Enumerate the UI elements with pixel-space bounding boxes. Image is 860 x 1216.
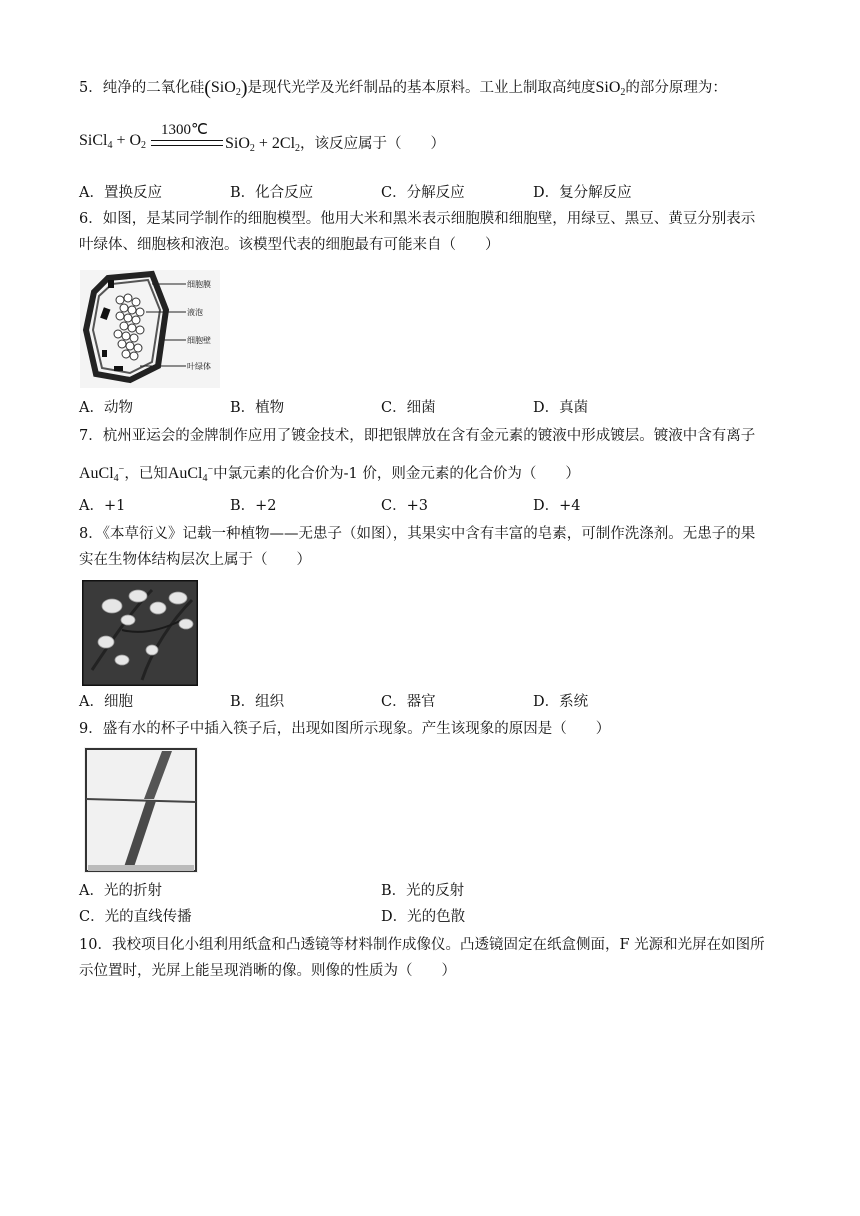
q6-option-c[interactable]: C．细菌: [381, 400, 436, 416]
q7-ion-b: AuCl$_4$−: [167, 464, 214, 484]
q6-option-b[interactable]: B．植物: [230, 400, 285, 416]
q5-text-c: 的部分原理为：: [625, 80, 727, 96]
q5-option-d[interactable]: D．复分解反应: [533, 185, 632, 201]
q7-option-d[interactable]: D．+4: [533, 498, 581, 514]
q10-line2: 示位置时，光屏上能呈现消晰的像。则像的性质为（ ）: [79, 963, 456, 979]
q7-ion: AuCl$_4$−: [79, 464, 125, 484]
q8-line1: 8．《本草衍义》记载一种植物——无患子（如图），其果实中含有丰富的皂素，可制作洗涤剂。无患子的果: [79, 526, 756, 542]
q9-option-b[interactable]: B．光的反射: [381, 883, 465, 899]
q8-option-d[interactable]: D．系统: [533, 694, 589, 710]
chopstick-in-water-figure: [84, 747, 198, 873]
fig-label-vacuole: 液泡: [187, 308, 203, 317]
q7-line2: AuCl$_4$−，已知AuCl$_4$−中氯元素的化合价为-1 价，则金元素的化合价为（ ）: [79, 464, 580, 484]
q5-option-a[interactable]: A．置换反应: [79, 185, 162, 201]
q5-eq-double-line: [151, 140, 223, 146]
cell-model-figure: [80, 270, 220, 388]
q6-line2: 叶绿体、细胞核和液泡。该模型代表的细胞最有可能来自（ ）: [79, 237, 500, 253]
q5-eq-lhs: SiCl$_4$ + $O_2$: [79, 132, 147, 151]
fig-label-wall: 细胞壁: [187, 336, 211, 345]
fig-label-chloroplast: 叶绿体: [187, 362, 211, 371]
q9-option-a[interactable]: A．光的折射: [79, 883, 162, 899]
q9-option-d[interactable]: D．光的色散: [381, 909, 466, 925]
fig-label-membrane: 细胞膜: [187, 280, 211, 289]
q5-formula-sio2-b: SiO$_2$: [595, 79, 626, 98]
q7-option-b[interactable]: B．+2: [230, 498, 277, 514]
q10-line1: 10．我校项目化小组利用纸盒和凸透镜等材料制作成像仪。凸透镜固定在纸盒侧面，F 光源和光屏在如图所: [79, 937, 765, 953]
q5-text-b: 是现代光学及光纤制品的基本原料。工业上制取高纯度: [247, 80, 596, 96]
soapberry-photo: [82, 580, 198, 686]
q8-option-b[interactable]: B．组织: [230, 694, 285, 710]
q8-line2: 实在生物体结构层次上属于（ ）: [79, 552, 311, 568]
q8-option-a[interactable]: A．细胞: [79, 694, 133, 710]
q5-option-b[interactable]: B．化合反应: [230, 185, 314, 201]
q9-option-c[interactable]: C．光的直线传播: [79, 909, 192, 925]
q6-option-a[interactable]: A．动物: [79, 400, 133, 416]
q5-eq-rhs: $SiO_2 + 2Cl_2$，该反应属于（ ）: [225, 135, 446, 154]
q8-option-c[interactable]: C．器官: [381, 694, 436, 710]
q5-option-c[interactable]: C．分解反应: [381, 185, 465, 201]
q5-line1: 5．纯净的二氧化硅(SiO$_2$)是现代光学及光纤制品的基本原料。工业上制取高纯度SiO$_2$的部分原理为：: [79, 77, 727, 99]
q7-option-a[interactable]: A．+1: [79, 498, 126, 514]
q9-line1: 9．盛有水的杯子中插入筷子后，出现如图所示现象。产生该现象的原因是（ ）: [79, 721, 611, 737]
q5-formula-sio2: SiO$_2$: [210, 79, 241, 98]
q7-line1: 7．杭州亚运会的金牌制作应用了镀金技术，即把银牌放在含有金元素的镀液中形成镀层。镀液中含有离子: [79, 428, 756, 444]
q6-line1: 6．如图，是某同学制作的细胞模型。他用大米和黑米表示细胞膜和细胞壁，用绿豆、黑豆、黄豆分别表示: [79, 211, 756, 227]
q5-eq-condition: 1300℃: [161, 122, 208, 138]
q6-option-d[interactable]: D．真菌: [533, 400, 589, 416]
q7-option-c[interactable]: C．+3: [381, 498, 428, 514]
q5-text-a: 5．纯净的二氧化硅: [79, 80, 205, 96]
